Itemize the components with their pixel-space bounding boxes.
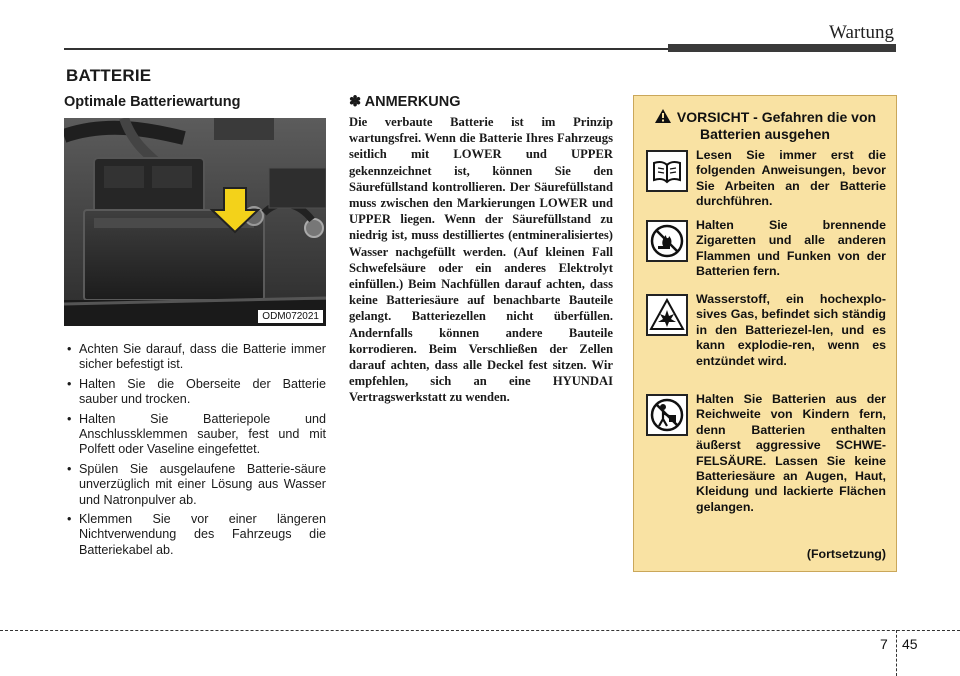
caution-box [633,95,897,572]
caution-text: Halten Sie Batterien aus der Reichweite von Kindern fern, denn Batterien enthalten äußerst aggressive SCHWE-FELSÄURE. Lassen Sie keine Batteriesäure an Augen, Haut, Kleidung und lackierte Flächen gelangen. [696,392,886,514]
footer-rule [0,630,960,631]
maintenance-list [64,342,326,562]
caution-text: Wasserstoff, ein hochexplo-sives Gas, befindet sich ständig in den Batteriezel-len, und es kann explodie-ren, wenn es entzündet wird. [696,292,886,368]
list-item: • Spülen Sie ausgelaufene Batterie-säure unverzüglich mit einer Lösung aus Wasser und Natronpulver ab. [64,462,326,508]
continued-label: (Fortsetzung) [806,547,886,561]
page-number: 45 [902,636,918,652]
battery-care-heading: Optimale Batteriewartung [64,94,241,110]
no-fire-icon [646,220,688,262]
book-icon [646,150,688,192]
footer-divider [896,630,897,676]
list-item: • Klemmen Sie vor einer längeren Nichtverwendung des Fahrzeugs die Batteriekabel ab. [64,512,326,558]
chapter-title: Wartung [829,22,894,43]
list-item: • Halten Sie die Oberseite der Batterie sauber und trocken. [64,377,326,408]
section-title: BATTERIE [66,66,152,85]
explosion-icon [646,294,688,336]
caution-text: Halten Sie brennende Zigaretten und alle anderen Flammen und Funken von der Batterien fern. [696,218,886,279]
chapter-number: 7 [880,636,888,652]
note-text: Die verbaute Batterie ist im Prinzip wartungsfrei. Wenn die Batterie Ihres Fahrzeugs seitlich mit LOWER und UPPER gekennzeichnet ist, können Sie den Säurefüllstand kontrollieren. Der Säurefüllstand muss zwischen den Markierungen LOWER und UPPER liegen. Wenn der Säurefüllstand zu niedrig ist, muss destilliertes (entmineralisiertes) Wasser nachgefüllt werden. (Auf kleinen Fall Schwefelsäure oder ein anderes Elektrolyt einfüllen.) Beim Nachfüllen darauf achten, dass keine Batteriesäure auf benachbarte Bauteile gelangt. Batteriezellen nicht überfüllen. Andernfalls können andere Bauteile korrodieren. Beim Verschließen der Zellen darauf achten, dass alle Deckel fest sitzen. Wir empfehlen, sich an eine HYUNDAI Vertragswerkstatt zu wenden. [349,115,613,405]
image-code: ODM072021 [258,310,323,323]
header-bar [668,44,896,52]
engine-bay-illustration [64,118,326,326]
note-heading [349,94,461,110]
battery-photo [64,118,326,326]
caution-text: Lesen Sie immer erst die folgenden Anweisungen, bevor Sie Arbeiten an der Batterie durchführen. [696,148,886,209]
list-item: • Achten Sie darauf, dass die Batterie immer sicher befestigt ist. [64,342,326,373]
warning-icon [654,108,672,124]
caution-title-rest: - Gefahren die von Batterien ausgehen [700,109,877,142]
note-heading-label: ANMERKUNG [364,94,461,110]
caution-title [634,108,896,143]
header-rule [64,48,670,50]
keep-children-away-icon [646,394,688,436]
list-item: • Halten Sie Batteriepole und Anschlussklemmen sauber, fest und mit Polfett oder Vaseline eingefettet. [64,412,326,458]
caution-title-strong: VORSICHT [676,109,750,125]
asterisk-icon: ✽ [349,94,362,110]
